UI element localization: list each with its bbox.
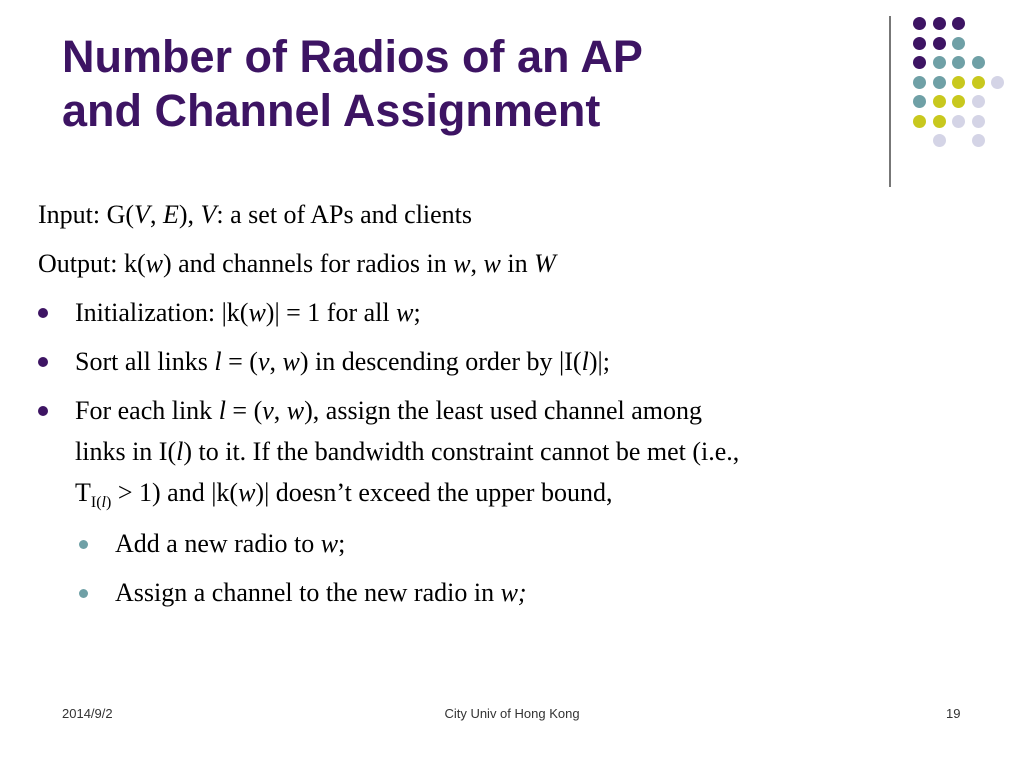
decorative-dot: [952, 37, 965, 50]
decorative-dot: [972, 56, 985, 69]
decorative-dot: [972, 134, 985, 147]
decorative-dot: [972, 76, 985, 89]
sub-bullet-dot: [79, 540, 88, 549]
title-line-1: Number of Radios of an AP: [62, 31, 643, 82]
decorative-dot: [952, 95, 965, 108]
decorative-dot: [913, 76, 926, 89]
decorative-dot: [913, 115, 926, 128]
decorative-dot: [933, 95, 946, 108]
decorative-dot: [952, 115, 965, 128]
sub-bullet-assign-channel: Assign a channel to the new radio in w;: [115, 578, 527, 607]
title-line-2: and Channel Assignment: [62, 85, 601, 136]
sub-bullet-dot: [79, 589, 88, 598]
decorative-dot: [991, 76, 1004, 89]
decorative-dot: [952, 76, 965, 89]
bullet-dot: [38, 406, 48, 416]
decorative-dot: [913, 56, 926, 69]
decorative-dot: [933, 76, 946, 89]
bullet-dot: [38, 357, 48, 367]
output-line: Output: k(w) and channels for radios in w, w in W: [38, 249, 556, 278]
bullet-initialization: Initialization: |k(w)| = 1 for all w;: [75, 298, 421, 327]
bullet-for-each-line-2: links in I(l) to it. If the bandwidth constraint cannot be met (i.e.,: [75, 437, 740, 466]
input-line: Input: G(V, E), V: a set of APs and clients: [38, 200, 473, 229]
decorative-dot: [933, 134, 946, 147]
slide-title: [62, 30, 862, 138]
decorative-dot: [913, 95, 926, 108]
decorative-dot: [933, 115, 946, 128]
title-divider: [889, 16, 891, 187]
footer-page-number: 19: [946, 706, 961, 721]
sub-bullet-add-radio: Add a new radio to w;: [115, 529, 346, 558]
decorative-dot: [913, 17, 926, 30]
bullet-dot: [38, 308, 48, 318]
decorative-dot: [952, 17, 965, 30]
decorative-dot: [933, 37, 946, 50]
bullet-for-each-line-3: $T_{I(l)} > 1$) and |k(w)| doesn’t exceed the upper bound,: [75, 478, 613, 511]
bullet-for-each-line-1: For each link l = (v, w), assign the least used channel among: [75, 396, 702, 425]
decorative-dot: [913, 37, 926, 50]
decorative-dot: [933, 17, 946, 30]
bullet-sort-links: Sort all links l = (v, w) in descending order by |I(l)|;: [75, 347, 610, 376]
footer-date: 2014/9/2: [62, 706, 113, 721]
decorative-dot: [972, 115, 985, 128]
footer-center: City Univ of Hong Kong: [444, 706, 580, 721]
decorative-dot: [972, 95, 985, 108]
decorative-dot: [933, 56, 946, 69]
decorative-dot: [952, 56, 965, 69]
